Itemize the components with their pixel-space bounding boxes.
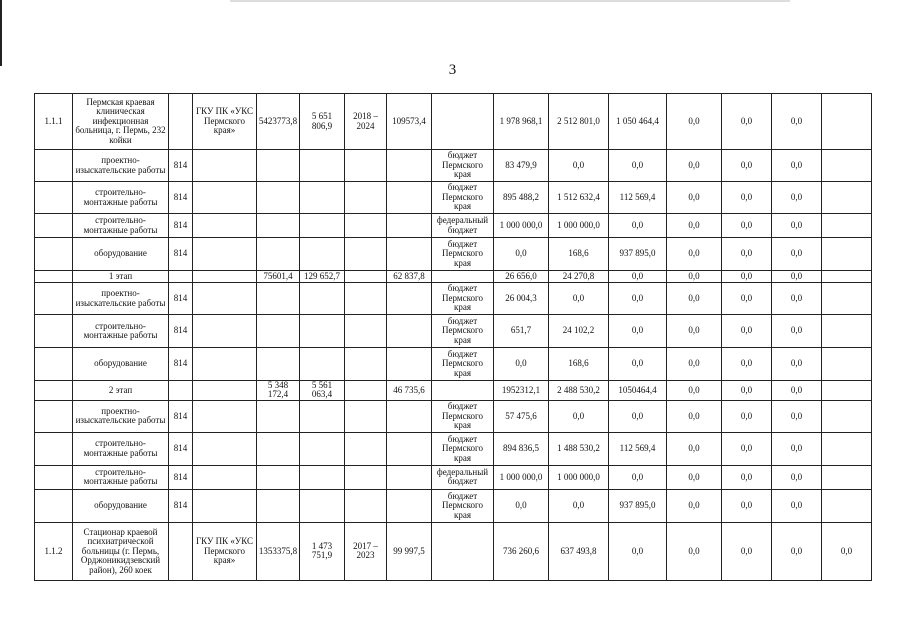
- year1-cell: 26 004,3: [494, 283, 549, 315]
- year3-cell: 0,0: [609, 315, 667, 348]
- cost-total-cell: [300, 182, 345, 214]
- year2-cell: 168,6: [549, 238, 609, 271]
- cost-estimate-cell: 75601,4: [257, 271, 300, 283]
- year6-cell: 0,0: [772, 271, 822, 283]
- table-row: [35, 182, 872, 214]
- code-cell: 814: [169, 182, 193, 214]
- year5-cell: 0,0: [722, 315, 772, 348]
- object-name-cell: Пермская краевая клиническая инфекционная больница, г. Пермь, 232 койки: [73, 94, 169, 150]
- year1-cell: 1 000 000,0: [494, 465, 549, 489]
- year7-cell: [822, 315, 872, 348]
- year2-cell: 0,0: [549, 400, 609, 432]
- stage-name-cell: 1 этап: [73, 271, 169, 283]
- row-id-cell: [35, 400, 73, 432]
- source-cell: бюджет Пермского края: [432, 238, 494, 271]
- year3-cell: 112 569,4: [609, 432, 667, 465]
- code-cell: [169, 94, 193, 150]
- year1-cell: 83 479,9: [494, 150, 549, 182]
- prior-funding-cell: [387, 489, 432, 522]
- year2-cell: 2 512 801,0: [549, 94, 609, 150]
- year3-cell: 0,0: [609, 214, 667, 238]
- row-id-cell: [35, 271, 73, 283]
- prior-funding-cell: 109573,4: [387, 94, 432, 150]
- table-row: [35, 94, 872, 150]
- prior-funding-cell: [387, 182, 432, 214]
- year3-cell: 1 050 464,4: [609, 94, 667, 150]
- year7-cell: [822, 348, 872, 381]
- year1-cell: 651,7: [494, 315, 549, 348]
- year4-cell: 0,0: [667, 465, 722, 489]
- year6-cell: 0,0: [772, 238, 822, 271]
- cost-total-cell: [300, 315, 345, 348]
- year4-cell: 0,0: [667, 94, 722, 150]
- cost-total-cell: [300, 214, 345, 238]
- row-id-cell: [35, 283, 73, 315]
- row-id-cell: [35, 315, 73, 348]
- period-cell: 2017 – 2023: [345, 522, 387, 580]
- cost-estimate-cell: 5423773,8: [257, 94, 300, 150]
- cost-estimate-cell: [257, 150, 300, 182]
- code-cell: 814: [169, 489, 193, 522]
- customer-cell: [193, 489, 257, 522]
- work-type-cell: проектно-изыскательские работы: [73, 283, 169, 315]
- year2-cell: 1 512 632,4: [549, 182, 609, 214]
- year3-cell: 0,0: [609, 400, 667, 432]
- table-row: [35, 400, 872, 432]
- work-type-cell: строительно-монтажные работы: [73, 182, 169, 214]
- code-cell: [169, 522, 193, 580]
- year7-cell: [822, 400, 872, 432]
- source-cell: бюджет Пермского края: [432, 348, 494, 381]
- table-row: [35, 522, 872, 580]
- year3-cell: 112 569,4: [609, 182, 667, 214]
- prior-funding-cell: [387, 283, 432, 315]
- work-type-cell: проектно-изыскательские работы: [73, 400, 169, 432]
- year5-cell: 0,0: [722, 182, 772, 214]
- year4-cell: 0,0: [667, 432, 722, 465]
- year4-cell: 0,0: [667, 489, 722, 522]
- row-id-cell: [35, 348, 73, 381]
- year1-cell: 57 475,6: [494, 400, 549, 432]
- cost-estimate-cell: [257, 465, 300, 489]
- year6-cell: 0,0: [772, 489, 822, 522]
- cost-estimate-cell: [257, 182, 300, 214]
- year6-cell: 0,0: [772, 283, 822, 315]
- year3-cell: 0,0: [609, 348, 667, 381]
- year4-cell: 0,0: [667, 271, 722, 283]
- source-cell: федеральный бюджет: [432, 465, 494, 489]
- work-type-cell: строительно-монтажные работы: [73, 465, 169, 489]
- row-id-cell: [35, 214, 73, 238]
- period-cell: [345, 315, 387, 348]
- year6-cell: 0,0: [772, 381, 822, 401]
- table-row: [35, 271, 872, 283]
- customer-cell: [193, 238, 257, 271]
- year6-cell: 0,0: [772, 150, 822, 182]
- prior-funding-cell: [387, 400, 432, 432]
- year7-cell: [822, 271, 872, 283]
- year5-cell: 0,0: [722, 94, 772, 150]
- prior-funding-cell: [387, 348, 432, 381]
- customer-cell: [193, 381, 257, 401]
- customer-cell: [193, 283, 257, 315]
- year7-cell: [822, 214, 872, 238]
- period-cell: [345, 271, 387, 283]
- period-cell: [345, 348, 387, 381]
- year4-cell: 0,0: [667, 182, 722, 214]
- cost-estimate-cell: [257, 348, 300, 381]
- prior-funding-cell: [387, 465, 432, 489]
- table-row: [35, 214, 872, 238]
- year7-cell: [822, 432, 872, 465]
- cost-total-cell: [300, 283, 345, 315]
- year2-cell: 168,6: [549, 348, 609, 381]
- year7-cell: [822, 381, 872, 401]
- period-cell: [345, 182, 387, 214]
- code-cell: [169, 381, 193, 401]
- prior-funding-cell: 62 837,8: [387, 271, 432, 283]
- cost-total-cell: [300, 348, 345, 381]
- year6-cell: 0,0: [772, 400, 822, 432]
- year4-cell: 0,0: [667, 348, 722, 381]
- cost-total-cell: [300, 150, 345, 182]
- year1-cell: 1952312,1: [494, 381, 549, 401]
- source-cell: бюджет Пермского края: [432, 489, 494, 522]
- year1-cell: 895 488,2: [494, 182, 549, 214]
- year6-cell: 0,0: [772, 432, 822, 465]
- prior-funding-cell: [387, 432, 432, 465]
- year2-cell: 637 493,8: [549, 522, 609, 580]
- source-cell: бюджет Пермского края: [432, 315, 494, 348]
- row-id-cell: [35, 381, 73, 401]
- cost-total-cell: 5 651 806,9: [300, 94, 345, 150]
- work-type-cell: проектно-изыскательские работы: [73, 150, 169, 182]
- source-cell: бюджет Пермского края: [432, 400, 494, 432]
- prior-funding-cell: [387, 214, 432, 238]
- cost-total-cell: [300, 432, 345, 465]
- year5-cell: 0,0: [722, 150, 772, 182]
- year2-cell: 1 000 000,0: [549, 465, 609, 489]
- work-type-cell: оборудование: [73, 489, 169, 522]
- customer-cell: ГКУ ПК «УКС Пермского края»: [193, 94, 257, 150]
- period-cell: [345, 432, 387, 465]
- budget-table: [34, 93, 872, 581]
- year2-cell: 1 488 530,2: [549, 432, 609, 465]
- row-id-cell: [35, 432, 73, 465]
- year3-cell: 0,0: [609, 522, 667, 580]
- customer-cell: [193, 400, 257, 432]
- period-cell: [345, 150, 387, 182]
- page-number: 3: [448, 62, 457, 78]
- year7-cell: [822, 94, 872, 150]
- prior-funding-cell: [387, 150, 432, 182]
- year2-cell: 24 102,2: [549, 315, 609, 348]
- code-cell: 814: [169, 315, 193, 348]
- year3-cell: 1050464,4: [609, 381, 667, 401]
- work-type-cell: оборудование: [73, 348, 169, 381]
- work-type-cell: оборудование: [73, 238, 169, 271]
- year7-cell: [822, 182, 872, 214]
- year4-cell: 0,0: [667, 381, 722, 401]
- code-cell: 814: [169, 283, 193, 315]
- year5-cell: 0,0: [722, 522, 772, 580]
- prior-funding-cell: 99 997,5: [387, 522, 432, 580]
- period-cell: [345, 489, 387, 522]
- work-type-cell: строительно-монтажные работы: [73, 315, 169, 348]
- code-cell: 814: [169, 348, 193, 381]
- year5-cell: 0,0: [722, 271, 772, 283]
- year2-cell: 0,0: [549, 283, 609, 315]
- year4-cell: 0,0: [667, 400, 722, 432]
- cost-estimate-cell: [257, 400, 300, 432]
- year6-cell: 0,0: [772, 214, 822, 238]
- period-cell: [345, 214, 387, 238]
- year5-cell: 0,0: [722, 432, 772, 465]
- year2-cell: 24 270,8: [549, 271, 609, 283]
- cost-total-cell: [300, 489, 345, 522]
- cost-estimate-cell: [257, 283, 300, 315]
- year5-cell: 0,0: [722, 400, 772, 432]
- table-row: [35, 238, 872, 271]
- year2-cell: 2 488 530,2: [549, 381, 609, 401]
- year4-cell: 0,0: [667, 522, 722, 580]
- cost-estimate-cell: [257, 315, 300, 348]
- year5-cell: 0,0: [722, 214, 772, 238]
- cost-estimate-cell: [257, 432, 300, 465]
- year1-cell: 1 978 968,1: [494, 94, 549, 150]
- year6-cell: 0,0: [772, 182, 822, 214]
- code-cell: 814: [169, 432, 193, 465]
- year2-cell: 0,0: [549, 150, 609, 182]
- row-id-cell: [35, 238, 73, 271]
- source-cell: [432, 522, 494, 580]
- table-row: [35, 348, 872, 381]
- source-cell: [432, 94, 494, 150]
- code-cell: 814: [169, 214, 193, 238]
- cost-total-cell: [300, 238, 345, 271]
- period-cell: [345, 283, 387, 315]
- cost-estimate-cell: [257, 489, 300, 522]
- row-id-cell: [35, 150, 73, 182]
- year3-cell: 937 895,0: [609, 238, 667, 271]
- year1-cell: 1 000 000,0: [494, 214, 549, 238]
- source-cell: бюджет Пермского края: [432, 283, 494, 315]
- table-row: [35, 465, 872, 489]
- period-cell: [345, 381, 387, 401]
- cost-total-cell: [300, 465, 345, 489]
- table-body: [35, 94, 872, 581]
- year7-cell: [822, 489, 872, 522]
- scan-edge-mark: [0, 0, 2, 66]
- year4-cell: 0,0: [667, 315, 722, 348]
- period-cell: 2018 – 2024: [345, 94, 387, 150]
- row-id-cell: [35, 465, 73, 489]
- cost-total-cell: 1 473 751,9: [300, 522, 345, 580]
- row-id-cell: [35, 182, 73, 214]
- period-cell: [345, 465, 387, 489]
- year1-cell: 0,0: [494, 348, 549, 381]
- year2-cell: 0,0: [549, 489, 609, 522]
- year6-cell: 0,0: [772, 465, 822, 489]
- cost-total-cell: [300, 400, 345, 432]
- table-row: [35, 489, 872, 522]
- customer-cell: [193, 214, 257, 238]
- table-row: [35, 150, 872, 182]
- cost-estimate-cell: [257, 238, 300, 271]
- period-cell: [345, 238, 387, 271]
- object-name-cell: Стационар краевой психиатрической больницы (г. Пермь, Орджоникидзевский район), 260 коек: [73, 522, 169, 580]
- year1-cell: 0,0: [494, 489, 549, 522]
- year6-cell: 0,0: [772, 315, 822, 348]
- year3-cell: 0,0: [609, 283, 667, 315]
- year3-cell: 0,0: [609, 271, 667, 283]
- year7-cell: [822, 150, 872, 182]
- table-row: [35, 315, 872, 348]
- period-cell: [345, 400, 387, 432]
- customer-cell: [193, 150, 257, 182]
- year3-cell: 0,0: [609, 150, 667, 182]
- cost-estimate-cell: 5 348 172,4: [257, 381, 300, 401]
- code-cell: 814: [169, 238, 193, 271]
- year7-cell: 0,0: [822, 522, 872, 580]
- year5-cell: 0,0: [722, 489, 772, 522]
- code-cell: [169, 271, 193, 283]
- table-row: [35, 432, 872, 465]
- year4-cell: 0,0: [667, 150, 722, 182]
- source-cell: бюджет Пермского края: [432, 182, 494, 214]
- customer-cell: [193, 348, 257, 381]
- customer-cell: [193, 182, 257, 214]
- year5-cell: 0,0: [722, 381, 772, 401]
- year3-cell: 937 895,0: [609, 489, 667, 522]
- customer-cell: [193, 271, 257, 283]
- year1-cell: 894 836,5: [494, 432, 549, 465]
- code-cell: 814: [169, 465, 193, 489]
- source-cell: бюджет Пермского края: [432, 432, 494, 465]
- year7-cell: [822, 238, 872, 271]
- source-cell: бюджет Пермского края: [432, 150, 494, 182]
- year3-cell: 0,0: [609, 465, 667, 489]
- year6-cell: 0,0: [772, 522, 822, 580]
- customer-cell: [193, 315, 257, 348]
- row-id-cell: [35, 489, 73, 522]
- table-row: [35, 381, 872, 401]
- work-type-cell: строительно-монтажные работы: [73, 432, 169, 465]
- year4-cell: 0,0: [667, 283, 722, 315]
- prior-funding-cell: [387, 238, 432, 271]
- customer-cell: [193, 465, 257, 489]
- row-id-cell: 1.1.1: [35, 94, 73, 150]
- cost-total-cell: 129 652,7: [300, 271, 345, 283]
- year5-cell: 0,0: [722, 283, 772, 315]
- code-cell: 814: [169, 150, 193, 182]
- cost-estimate-cell: 1353375,8: [257, 522, 300, 580]
- work-type-cell: строительно-монтажные работы: [73, 214, 169, 238]
- cost-total-cell: 5 561 063,4: [300, 381, 345, 401]
- year7-cell: [822, 465, 872, 489]
- year6-cell: 0,0: [772, 94, 822, 150]
- customer-cell: ГКУ ПК «УКС Пермского края»: [193, 522, 257, 580]
- year1-cell: 0,0: [494, 238, 549, 271]
- source-cell: федеральный бюджет: [432, 214, 494, 238]
- table-row: [35, 283, 872, 315]
- source-cell: [432, 381, 494, 401]
- code-cell: 814: [169, 400, 193, 432]
- scan-edge-line: [230, 0, 790, 2]
- year5-cell: 0,0: [722, 238, 772, 271]
- cost-estimate-cell: [257, 214, 300, 238]
- source-cell: [432, 271, 494, 283]
- row-id-cell: 1.1.2: [35, 522, 73, 580]
- year5-cell: 0,0: [722, 348, 772, 381]
- stage-name-cell: 2 этап: [73, 381, 169, 401]
- prior-funding-cell: 46 735,6: [387, 381, 432, 401]
- year4-cell: 0,0: [667, 238, 722, 271]
- year7-cell: [822, 283, 872, 315]
- year5-cell: 0,0: [722, 465, 772, 489]
- year6-cell: 0,0: [772, 348, 822, 381]
- customer-cell: [193, 432, 257, 465]
- year1-cell: 736 260,6: [494, 522, 549, 580]
- year4-cell: 0,0: [667, 214, 722, 238]
- year2-cell: 1 000 000,0: [549, 214, 609, 238]
- prior-funding-cell: [387, 315, 432, 348]
- year1-cell: 26 656,0: [494, 271, 549, 283]
